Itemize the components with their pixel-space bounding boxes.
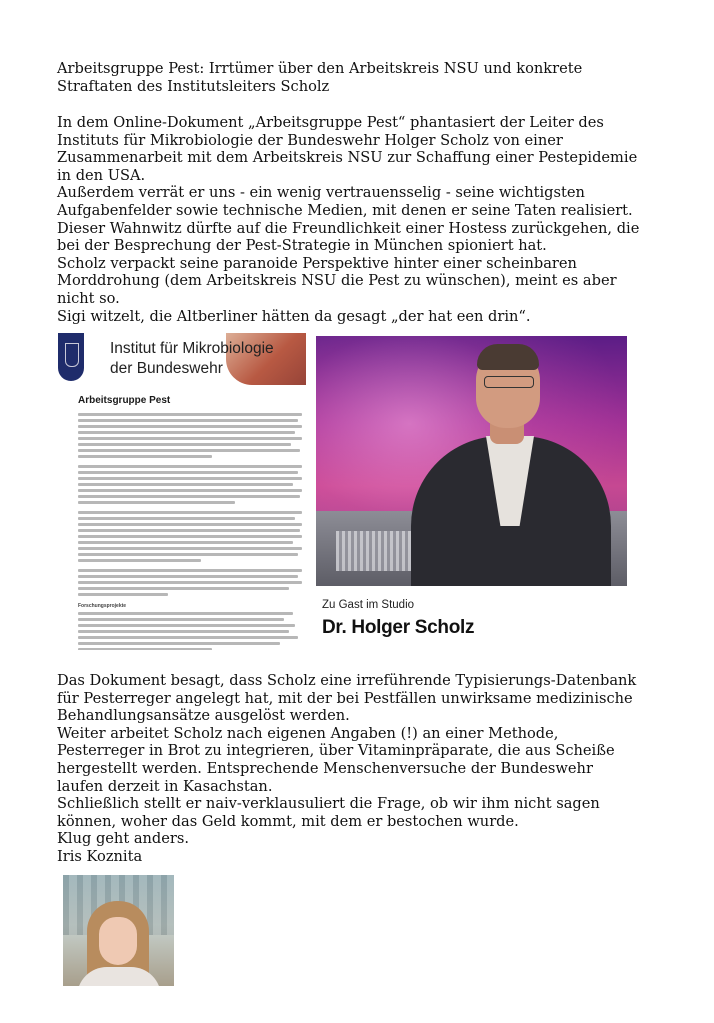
intro-line: nicht so. [57, 289, 120, 307]
body-line: laufen derzeit in Kasachstan. [57, 777, 273, 795]
body-line: Behandlungsansätze ausgelöst werden. [57, 707, 350, 725]
intro-paragraph [57, 114, 677, 325]
intro-line: Aufgabenfelder sowie technische Medien, mit denen er seine Taten realisiert. [57, 201, 633, 219]
intro-line: Morddrohung (dem Arbeitskreis NSU die Pest zu wünschen), meint es aber [57, 272, 617, 290]
intro-line: Dieser Wahnwitz dürfte auf die Freundlichkeit einer Hostess zurückgehen, die [57, 219, 640, 237]
intro-line: in den USA. [57, 166, 146, 184]
body-line: Schließlich stellt er naiv-verklausuliert die Frage, ob wir ihm nicht sagen [57, 795, 600, 813]
caption-subtitle: Zu Gast im Studio [322, 599, 415, 611]
article-title [57, 60, 667, 95]
intro-line: Sigi witzelt, die Altberliner hätten da gesagt „der hat een drin“. [57, 307, 531, 325]
author-name: Iris Koznita [57, 847, 143, 865]
document-header [58, 333, 306, 385]
intro-line: Außerdem verrät er uns - ein wenig vertrauensselig - seine wichtigsten [57, 184, 585, 202]
body-line: Das Dokument besagt, dass Scholz eine irreführende Typisierungs-Datenbank [57, 672, 637, 689]
title-line: Straftaten des Institutsleiters Scholz [57, 77, 330, 95]
body-paragraph [57, 672, 677, 866]
tv-studio-image [316, 336, 627, 648]
document-fine-print [78, 413, 302, 650]
body-line: Klug geht anders. [57, 830, 190, 848]
author-photo [63, 875, 174, 986]
body-line: für Pesterreger angelegt hat, mit der bei Pestfällen unwirksame medizinische [57, 689, 633, 707]
glasses-icon [484, 376, 534, 388]
document-screenshot-image [58, 333, 306, 650]
intro-line: Scholz verpackt seine paranoide Perspektive hinter einer scheinbaren [57, 254, 577, 272]
intro-line: bei der Besprechung der Pest-Strategie in München spioniert hat. [57, 237, 547, 255]
intro-line: Instituts für Mikrobiologie der Bundeswehr Holger Scholz von einer [57, 131, 563, 149]
intro-line: Zusammenarbeit mit dem Arbeitskreis NSU zur Schaffung einer Pestepidemie [57, 149, 638, 167]
body-line: Weiter arbeitet Scholz nach eigenen Angaben (!) an einer Methode, [57, 724, 559, 742]
body-line: können, woher das Geld kommt, mit dem er bestochen wurde. [57, 812, 519, 830]
institute-name: Institut für Mikrobiologie der Bundeswehr [110, 340, 274, 377]
document-heading: Arbeitsgruppe Pest [78, 395, 171, 406]
body-line: Pesterreger in Brot zu integrieren, über Vitaminpräparate, die aus Scheiße [57, 742, 615, 760]
intro-line: In dem Online-Dokument „Arbeitsgruppe Pest“ phantasiert der Leiter des [57, 114, 604, 131]
document-subheading: Forschungsprojekte [78, 603, 127, 609]
title-line: Arbeitsgruppe Pest: Irrtümer über den Arbeitskreis NSU und konkrete [57, 60, 583, 77]
bundeswehr-crest-icon [58, 333, 84, 381]
caption-name: Dr. Holger Scholz [322, 617, 475, 638]
body-line: hergestellt werden. Entsprechende Menschenversuche der Bundeswehr [57, 759, 593, 777]
